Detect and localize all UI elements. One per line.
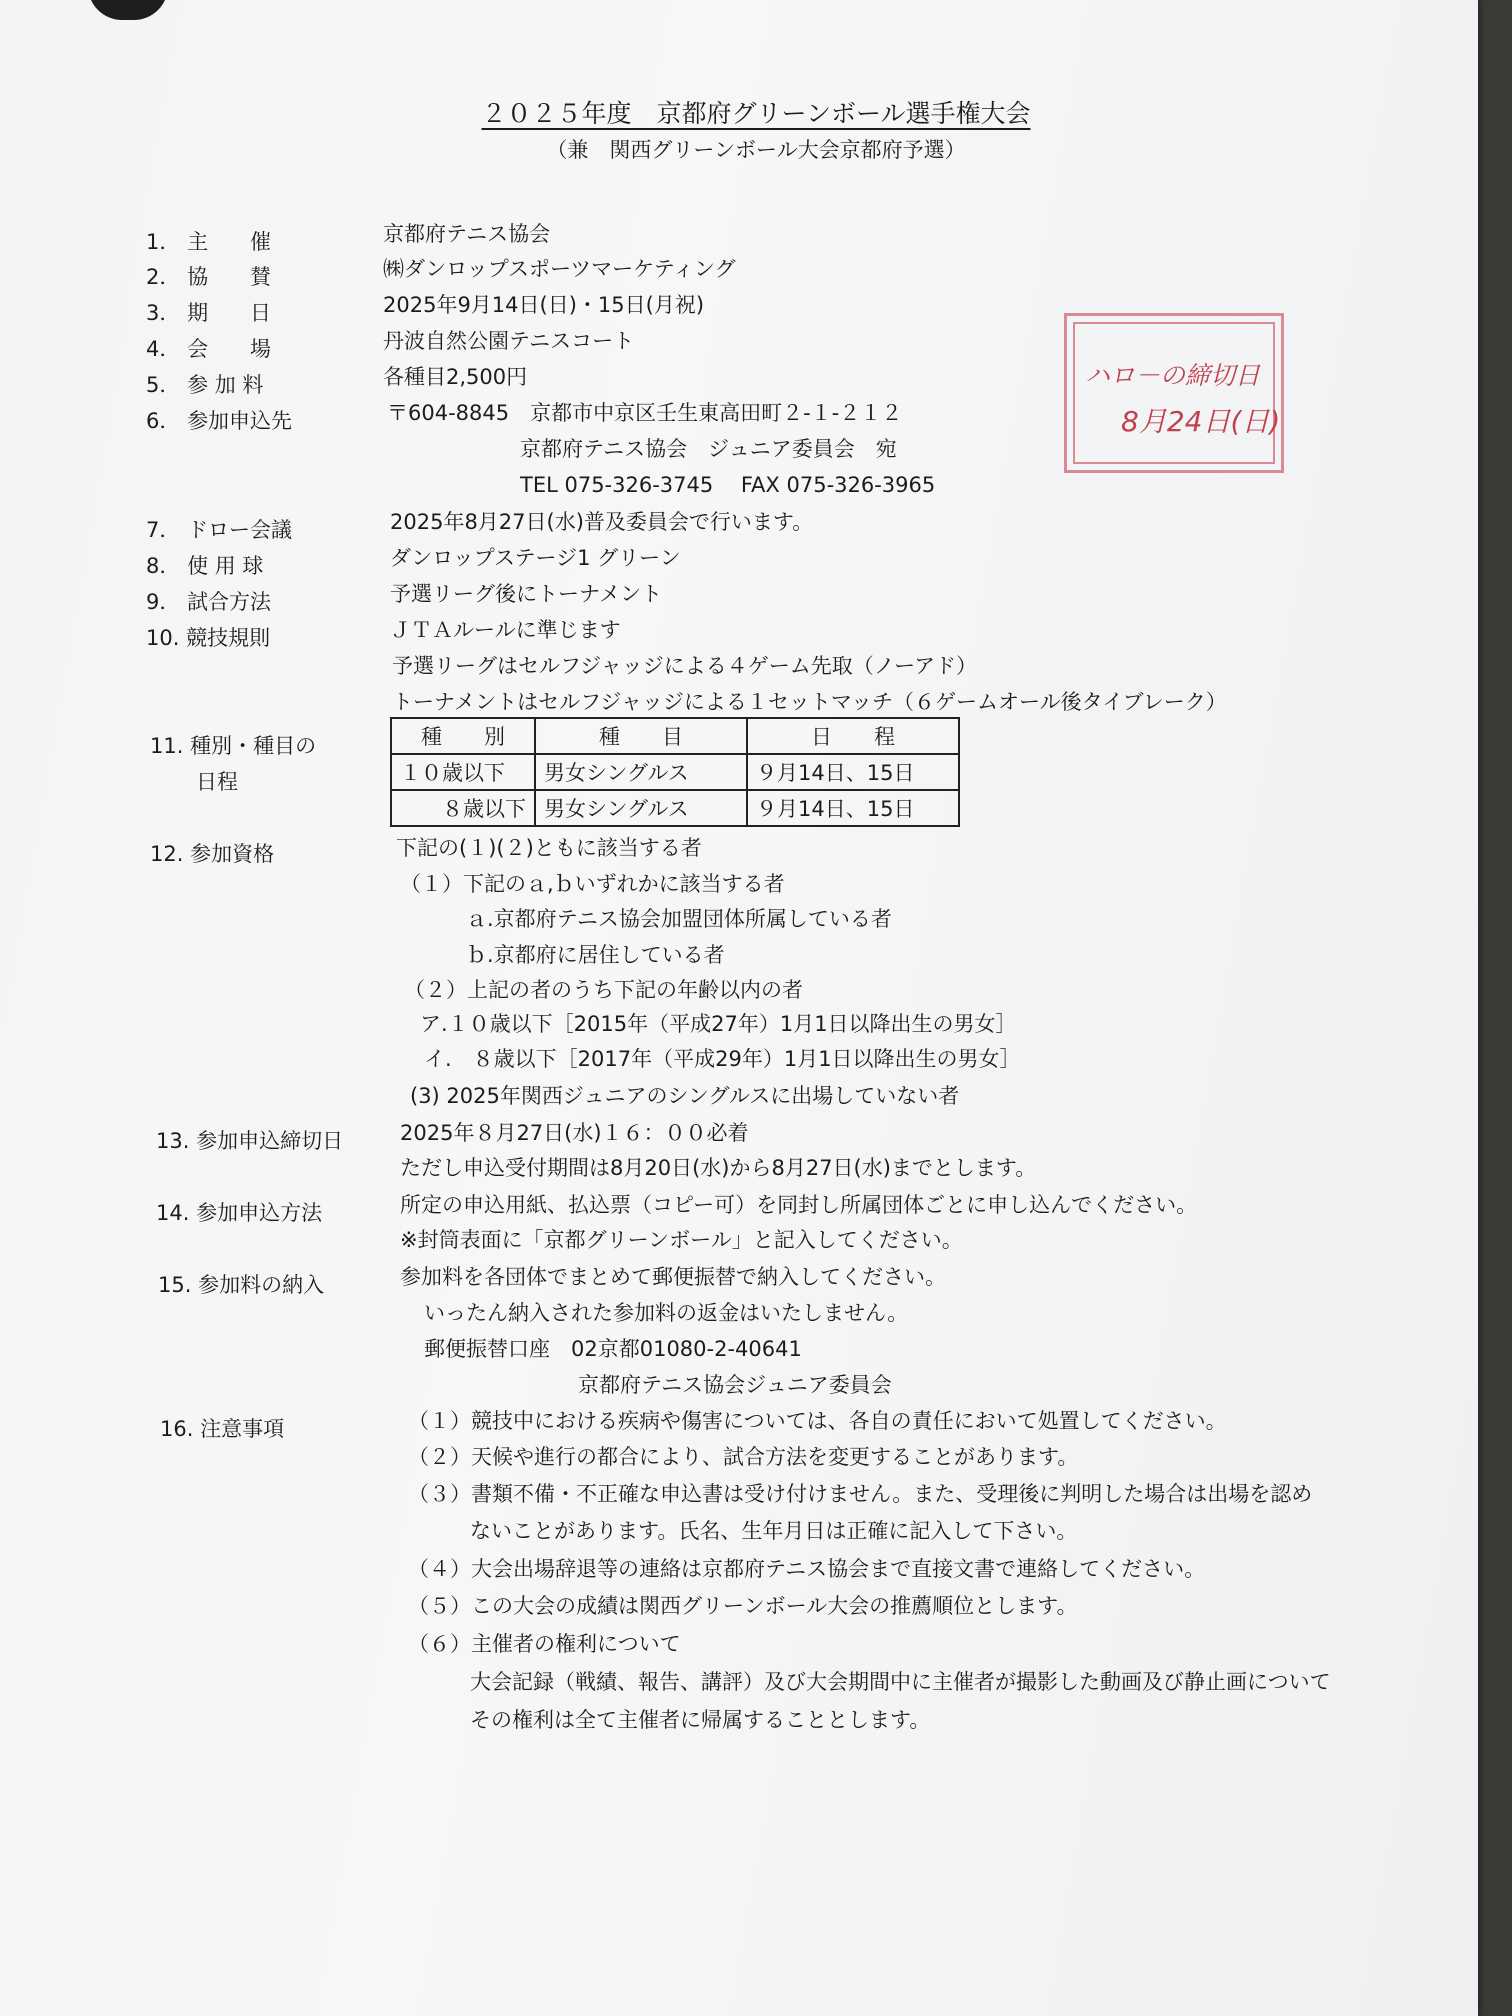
item-12-line-8: (3) 2025年関西ジュニアのシングルスに出場していない者 [410,1084,960,1108]
item-12-line-3: ａ.京都府テニス協会加盟団体所属している者 [466,907,892,931]
item-14-line-1: 所定の申込用紙、払込票（コピー可）を同封し所属団体ごとに申し込んでください。 [400,1193,1198,1217]
table-cell: ８歳以下 [391,790,535,826]
item-5-label: 5． 参 加 料 [146,373,264,397]
item-7-label: 7． ドロー会議 [146,518,293,542]
item-4-label: 4． 会 場 [146,337,272,361]
item-15-line-4: 京都府テニス協会ジュニア委員会 [578,1373,892,1397]
item-16-line-5: （４）大会出場辞退等の連絡は京都府テニス協会まで直接文書で連絡してください。 [408,1557,1206,1581]
item-16-line-9: その権利は全て主催者に帰属することとします。 [470,1708,931,1732]
item-10-line-3: トーナメントはセルフジャッジによる１セットマッチ（６ゲームオール後タイブレーク） [392,690,1227,714]
table-cell: 男女シングルス [535,790,747,826]
item-7-text: 2025年8月27日(水)普及委員会で行います。 [390,510,814,534]
item-6-line-3: TEL 075-326-3745 FAX 075-326-3965 [520,473,936,497]
item-2-text: ㈱ダンロップスポーツマーケティング [383,257,736,281]
note-inner-border [1073,322,1275,464]
item-14-label: 14. 参加申込方法 [156,1201,323,1225]
note-line-2: 8月24日(日) [1121,405,1281,438]
item-16-line-7: （６）主催者の権利について [408,1632,681,1656]
item-3-label: 3． 期 日 [146,301,272,325]
item-10-label: 10. 競技規則 [146,626,271,650]
item-16-line-6: （５）この大会の成績は関西グリーンボール大会の推薦順位とします。 [408,1594,1078,1618]
table-row [391,790,959,826]
item-15-line-1: 参加料を各団体でまとめて郵便振替で納入してください。 [400,1265,946,1289]
table-cell: ９月14日、15日 [747,754,959,790]
item-2-label: 2． 協 賛 [146,265,272,289]
item-9-text: 予選リーグ後にトーナメント [390,582,663,606]
item-16-label: 16. 注意事項 [160,1417,285,1441]
item-8-label: 8． 使 用 球 [146,554,264,578]
item-11-label: 11. 種別・種目の [150,734,317,758]
item-16-line-4: ないことがあります。氏名、生年月日は正確に記入して下さい。 [470,1519,1078,1543]
item-12-label: 12. 参加資格 [150,842,275,866]
item-10-line-1: ＪＴＡルールに準じます [390,618,621,642]
document-subtitle: （兼 関西グリーンボール大会京都府予選） [546,138,966,162]
item-12-line-2: （１）下記のａ,ｂいずれかに該当する者 [400,872,785,896]
item-10-line-2: 予選リーグはセルフジャッジによる４ゲーム先取（ノーアド） [392,654,978,678]
table-header-event: 種 目 [535,718,747,754]
table-cell: １０歳以下 [391,754,535,790]
item-16-line-2: （２）天候や進行の都合により、試合方法を変更することがあります。 [408,1445,1079,1469]
item-6-label: 6． 参加申込先 [146,409,293,433]
item-13-label: 13. 参加申込締切日 [156,1129,344,1153]
table-cell: 男女シングルス [535,754,747,790]
item-12-line-6: ア.１０歳以下［2015年（平成27年）1月1日以降出生の男女］ [420,1012,1017,1036]
schedule-table-header [391,718,959,754]
item-4-text: 丹波自然公園テニスコート [383,329,635,353]
table-row [391,754,959,790]
item-16-line-3: （３）書類不備・不正確な申込書は受け付けません。また、受理後に判明した場合は出場を認め [408,1482,1313,1506]
item-15-line-3: 郵便振替口座 02京都01080-2-40641 [424,1337,802,1361]
item-6-line-2: 京都府テニス協会 ジュニア委員会 宛 [520,437,897,461]
item-14-line-2: ※封筒表面に「京都グリーンボール」と記入してください。 [400,1228,963,1252]
item-12-line-7: イ. ８歳以下［2017年（平成29年）1月1日以降出生の男女］ [424,1047,1021,1071]
item-11-label2: 日程 [196,770,238,794]
document-title: ２０２５年度 京都府グリーンボール選手権大会 [481,99,1031,128]
table-cell: ９月14日、15日 [747,790,959,826]
item-5-text: 各種目2,500円 [383,365,528,389]
item-12-line-4: ｂ.京都府に居住している者 [466,943,725,967]
item-12-line-1: 下記の(１)(２)ともに該当する者 [396,836,702,860]
item-9-label: 9． 試合方法 [146,590,272,614]
item-16-line-8: 大会記録（戦績、報告、講評）及び大会期間中に主催者が撮影した動画及び静止画について [470,1670,1331,1694]
item-13-line-2: ただし申込受付期間は8月20日(水)から8月27日(水)までとします。 [400,1156,1037,1180]
table-header-category: 種 別 [391,718,535,754]
binder-clip [88,0,168,20]
note-line-1: ハロ－の締切日 [1085,361,1261,390]
item-13-line-1: 2025年８月27日(水)１６：００必着 [400,1121,749,1145]
item-6-line-1: 〒604-8845 京都市中京区壬生東高田町２-１-２１２ [387,401,903,425]
item-12-line-5: （２）上記の者のうち下記の年齢以内の者 [404,978,803,1002]
item-15-line-2: いったん納入された参加料の返金はいたしません。 [424,1301,909,1325]
handwritten-deadline-note [1064,313,1284,473]
item-15-label: 15. 参加料の納入 [158,1273,325,1297]
item-16-line-1: （１）競技中における疾病や傷害については、各自の責任において処置してください。 [408,1409,1227,1433]
item-8-text: ダンロップステージ1 グリーン [390,546,681,570]
item-1-label: 1． 主 催 [146,230,272,254]
schedule-table [390,717,960,827]
item-3-text: 2025年9月14日(日)・15日(月祝) [383,293,705,317]
item-1-text: 京都府テニス協会 [383,222,551,246]
table-header-schedule: 日 程 [747,718,959,754]
